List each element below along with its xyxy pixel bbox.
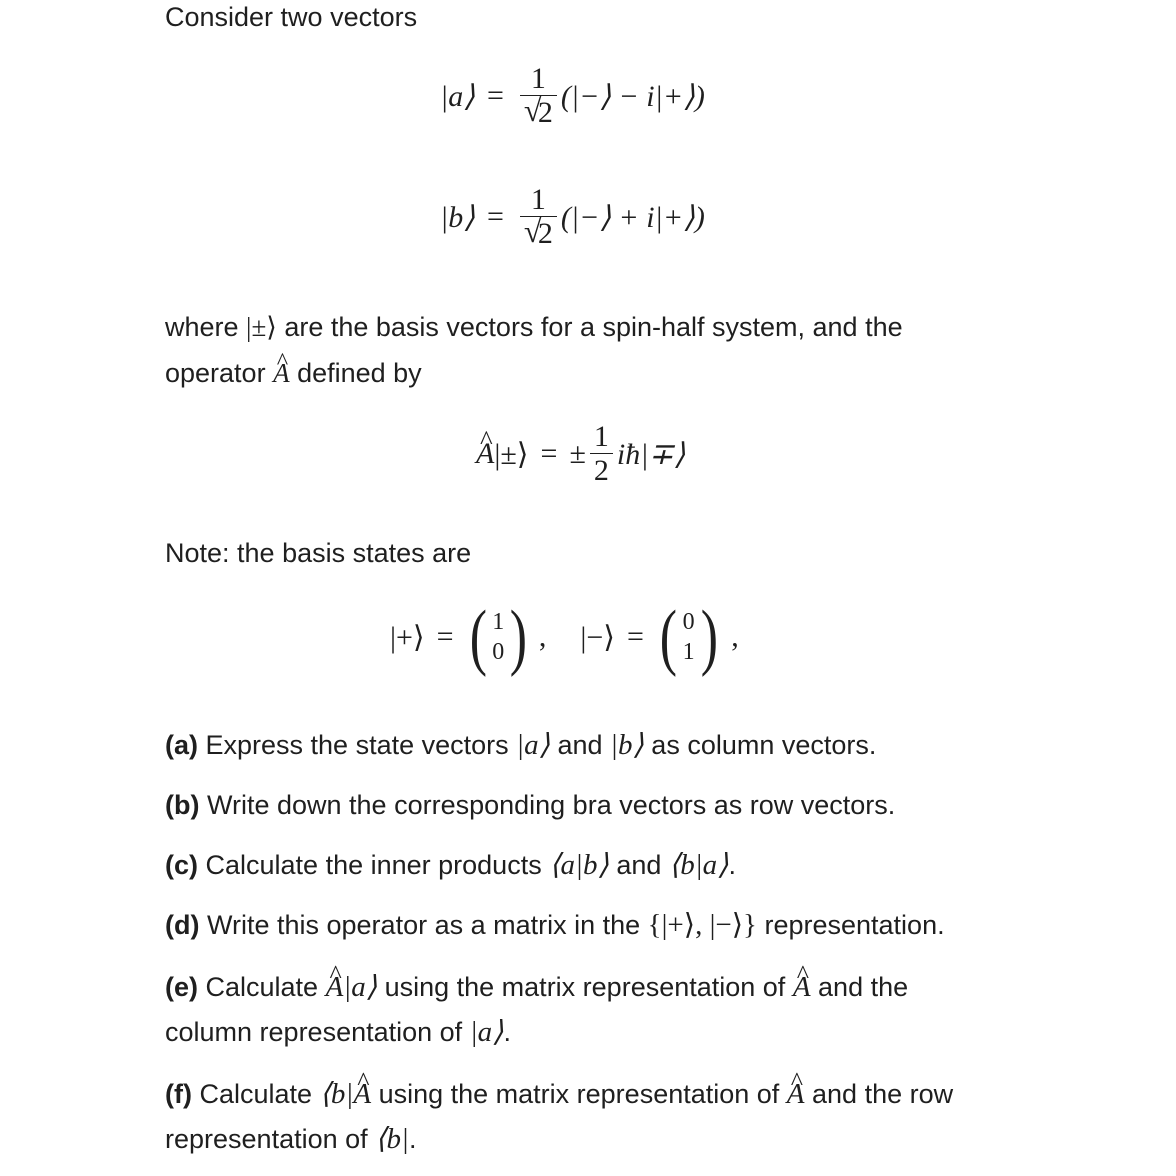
part-c <box>165 842 736 888</box>
intro-text: Consider two vectors <box>165 2 418 32</box>
part-text: using the matrix representation of <box>371 1079 787 1109</box>
bra-b: ⟨b| <box>319 1078 354 1110</box>
equals-sign: = <box>627 620 644 653</box>
equals-sign: = <box>486 200 504 234</box>
basis-equation <box>390 596 739 678</box>
comma: , <box>731 620 739 653</box>
part-text: . <box>408 1124 417 1154</box>
part-e-line-2 <box>165 1009 511 1055</box>
part-text: Calculate <box>191 1079 320 1109</box>
fraction-one-over-sqrt2 <box>520 62 557 131</box>
left-paren-icon: ( <box>469 596 487 678</box>
part-label: (a) <box>165 730 198 760</box>
vector-entry: 1 <box>682 639 695 665</box>
fraction-numerator: 1 <box>530 62 546 95</box>
equals-sign: = <box>540 437 558 471</box>
equation-ket-a <box>440 62 705 131</box>
part-text: column representation of <box>165 1017 470 1047</box>
bra-b: ⟨b| <box>375 1123 409 1155</box>
part-label: (b) <box>165 790 200 820</box>
comma: , <box>538 620 547 653</box>
ket-b-lhs: |b⟩ <box>440 200 475 234</box>
part-text: and <box>549 730 610 760</box>
part-e-line-1 <box>165 964 908 1010</box>
note-text: Note: the basis states are <box>165 538 472 568</box>
equals-sign: = <box>486 79 504 113</box>
part-d <box>165 902 945 948</box>
part-text: . <box>503 1017 511 1047</box>
part-label: (e) <box>165 972 198 1002</box>
equals-sign: = <box>436 620 454 653</box>
sqrt-icon: √ <box>523 92 542 128</box>
part-text: Calculate <box>198 972 326 1002</box>
operator-a-hat: ^ A <box>476 437 494 471</box>
plus-minus-sign: ± <box>569 437 586 471</box>
part-text: and the row <box>804 1079 954 1109</box>
basis-symbol: |±⟩ <box>246 312 277 342</box>
operator-text-post: defined by <box>289 358 422 388</box>
fraction-denominator: 2 <box>590 453 613 489</box>
operator-text-pre: operator <box>165 358 274 388</box>
basis-plus-label: |+⟩ <box>390 620 425 654</box>
part-text: and the <box>810 972 909 1002</box>
equation-operator <box>476 420 685 489</box>
ket-b: |b⟩ <box>610 729 644 761</box>
ket-a: |a⟩ <box>516 729 550 761</box>
part-text: as column vectors. <box>643 730 877 760</box>
part-text: . <box>728 850 736 880</box>
part-f-line-1 <box>165 1071 953 1117</box>
part-text: and <box>608 850 669 880</box>
basis-minus-column-vector <box>656 596 721 678</box>
part-text: representation. <box>756 910 945 940</box>
operator-a-hat: ^ A <box>326 964 344 1010</box>
equation-ket-b <box>440 183 705 252</box>
basis-plus-column-vector <box>466 596 531 678</box>
part-f-line-2 <box>165 1116 416 1162</box>
basis-minus-label: |−⟩ <box>580 620 616 654</box>
right-paren-icon: ) <box>700 596 718 678</box>
fraction-denominator: 2 <box>537 96 553 129</box>
part-text: representation of <box>165 1124 376 1154</box>
operator-a-hat: ^ A <box>353 1071 371 1117</box>
part-text: Write this operator as a matrix in the <box>199 910 648 940</box>
operator-ket: |±⟩ <box>494 437 529 471</box>
inner-product-ba: ⟨b|a⟩ <box>668 849 729 881</box>
operator-a-hat: ^ A <box>793 964 811 1010</box>
ket-a-rhs: (|−⟩ − i|+⟩) <box>560 79 705 113</box>
fraction-one-over-sqrt2 <box>520 183 557 252</box>
ket-b-rhs: (|−⟩ + i|+⟩) <box>560 200 705 234</box>
vector-entry: 1 <box>492 609 505 635</box>
fraction-one-half <box>590 420 613 489</box>
fraction-numerator: 1 <box>593 420 609 453</box>
where-text-pre: where <box>165 312 247 342</box>
part-text: Calculate the inner products <box>198 850 550 880</box>
part-text: Express the state vectors <box>198 730 517 760</box>
part-text: using the matrix representation of <box>377 972 793 1002</box>
where-text-post: are the basis vectors for a spin-half system, and the <box>276 312 903 342</box>
right-paren-icon: ) <box>509 596 528 678</box>
basis-set: {|+⟩, |−⟩} <box>647 909 757 941</box>
part-text: Write down the corresponding bra vectors as row vectors. <box>199 790 896 820</box>
fraction-numerator: 1 <box>530 183 546 216</box>
ket-a: |a⟩ <box>469 1016 504 1048</box>
inner-product-ab: ⟨a|b⟩ <box>549 849 609 881</box>
part-a <box>165 722 876 768</box>
part-label: (f) <box>165 1079 192 1109</box>
sqrt-icon: √ <box>523 213 542 249</box>
part-b <box>165 782 895 828</box>
ket-a: |a⟩ <box>343 971 378 1003</box>
left-paren-icon: ( <box>659 596 677 678</box>
operator-rhs: iħ|∓⟩ <box>616 437 686 471</box>
where-line-2 <box>165 350 422 396</box>
where-line-1 <box>165 304 903 350</box>
part-label: (d) <box>165 910 200 940</box>
ket-a-lhs: |a⟩ <box>440 79 475 113</box>
fraction-denominator: 2 <box>537 217 553 250</box>
operator-a-hat: ^ A <box>787 1071 805 1117</box>
vector-entry: 0 <box>682 609 695 635</box>
part-label: (c) <box>165 850 198 880</box>
vector-entry: 0 <box>492 639 505 665</box>
operator-a-hat: ^ A <box>273 350 290 396</box>
